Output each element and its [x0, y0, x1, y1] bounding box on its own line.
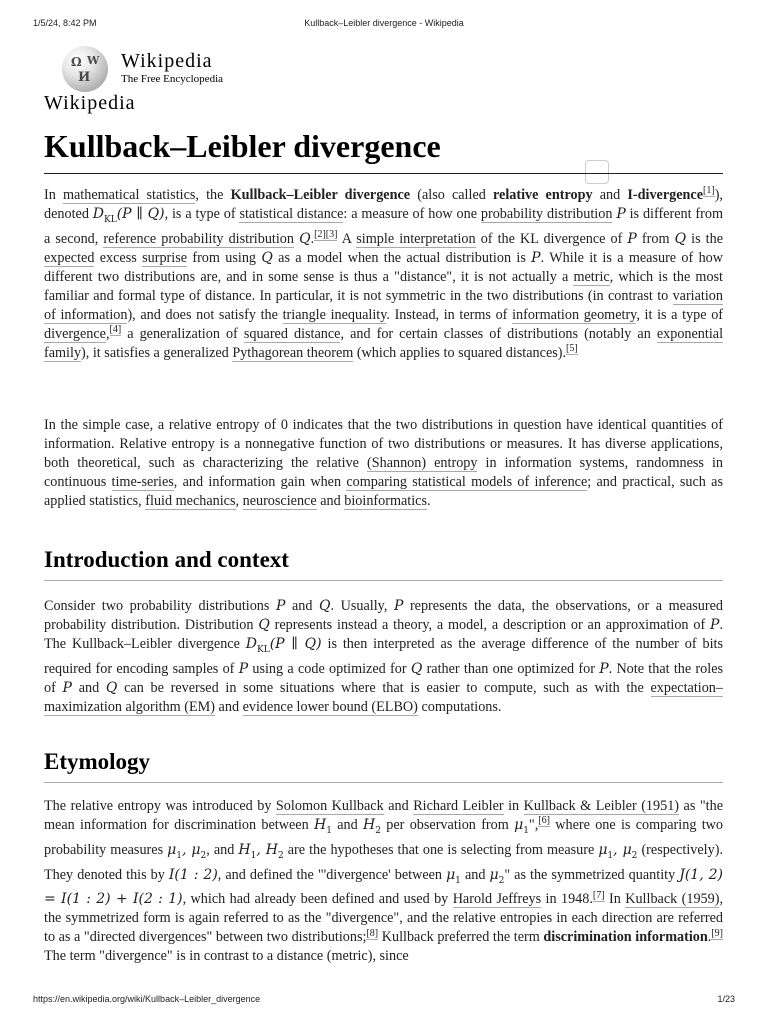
section-divider	[44, 782, 723, 783]
math-formula: P	[599, 660, 609, 677]
logo-wordmark-secondary: Wikipedia	[44, 92, 136, 114]
print-page-number: 1/23	[717, 994, 735, 1004]
article-link[interactable]: divergence	[44, 325, 106, 342]
math-formula: Q	[299, 230, 311, 247]
section-heading-etymology: Etymology	[44, 749, 151, 774]
title-action-box[interactable]	[585, 160, 609, 184]
wikipedia-logo[interactable]	[62, 46, 262, 94]
page-title: Kullback–Leibler divergence	[44, 128, 441, 164]
math-formula: $\mu_1$, $\mu_2$	[167, 841, 207, 861]
math-formula: Q	[674, 230, 687, 247]
article-link[interactable]: reference probability distribution	[103, 230, 294, 247]
math-formula: P	[275, 598, 286, 614]
citation-link[interactable]: [7]	[592, 889, 605, 901]
math-formula: J(1, 2) = I(1 : 2) + I(2 : 1)	[44, 866, 723, 908]
print-page-title: Kullback–Leibler divergence - Wikipedia	[304, 18, 464, 28]
etymology-paragraph: The relative entropy was introduced by Solomon Kullback and Richard Leibler in Kullback & Leibler (1951) as "the mean information for discrimination between $H_1$ and $H_2$ per observation from $\mu_1",[6]$ where one is comparing two probability measures $\mu_1$, $\mu_2$, and $H_1$, $H_2$ are the hypotheses that one is selecting from measure $\mu_1$, $\mu_2$ (respectively). They denoted this by I(1 : 2), and defined the "'divergence' between $\mu_1$ and $\mu_2$" as the symmetrized quantity J(1, 2) = I(1 : 2) + I(2 : 1), which had already been defined and used by Harold Jeffreys in 1948.[7] In Kullback (1959), the symmetrized form is again referred to as the "divergence", and the relative entropies in each direction are referred to as a "directed divergences" between two distributions;[8] Kullback preferred the term discrimination information.[9] The term "divergence" is in contrast to a distance (metric), since	[44, 798, 723, 965]
bold-term: I-divergence	[627, 187, 704, 203]
citation-link[interactable]: [6]	[538, 815, 550, 827]
print-footer	[0, 994, 768, 1008]
math-formula: $H_2$	[363, 817, 381, 836]
math-formula: P	[238, 660, 249, 677]
math-formula: P	[627, 230, 637, 247]
article-link[interactable]: Kullback & Leibler (1951)	[523, 798, 680, 814]
math-formula: P	[393, 598, 404, 614]
bold-term: discrimination information	[543, 929, 708, 946]
article-link[interactable]: neuroscience	[242, 493, 317, 509]
wikipedia-globe-icon: Ω W И	[62, 46, 108, 92]
article-link[interactable]: variation of information	[44, 287, 723, 323]
math-formula: P	[710, 617, 720, 633]
article-link[interactable]: bioinformatics	[344, 493, 427, 509]
intro-paragraph-1: In mathematical statistics, the Kullback–Leibler divergence (also called relative entropy and I-divergence[1]), denoted $D_{KL}(P$ ∥ Q), is a type of statistical distance: a measure of how one probability distribution P is different from a second, reference probability distribution Q.[2][3] A simple interpretation of the KL divergence of P from Q is the expected excess surprise from using Q as a model when the actual distribution is P. While it is a measure of how different two distributions are, and in some sense is thus a "distance", it is not actually a metric, which is the most familiar and formal type of distance. In particular, it is not symmetric in the two distributions (in contrast to variation of information), and does not satisfy the triangle inequality. Instead, in terms of information geometry, it is a type of divergence,[4] a generalization of squared distance, and for certain classes of distributions (notably an exponential family), it satisfies a generalized Pythagorean theorem (which applies to squared distances).[5]	[44, 185, 724, 361]
logo-tagline: The Free Encyclopedia	[121, 73, 224, 85]
math-formula: P	[62, 679, 72, 696]
article-link[interactable]: fluid mechanics	[145, 493, 236, 509]
article-link[interactable]: expectation–maximization algorithm (EM)	[44, 679, 723, 715]
math-formula: $\mu_1$	[514, 817, 529, 836]
math-formula: $\mu_1$	[446, 866, 461, 886]
article-link[interactable]: squared distance	[243, 325, 341, 342]
article-link[interactable]: (Shannon) entropy	[366, 455, 478, 471]
intro-paragraph-2: In the simple case, a relative entropy of 0 indicates that the two distributions in question have identical quantities of information. Relative entropy is a nonnegative function of two distributions or measures. It has diverse applications, both theoretical, such as characterizing the relative (Shannon) entropy in information systems, randomness in continuous time-series, and information gain when comparing statistical models of inference; and practical, such as applied statistics, fluid mechanics, neuroscience and bioinformatics.	[44, 417, 724, 509]
section-heading-introduction: Introduction and context	[44, 547, 289, 572]
article-link[interactable]: time-series	[111, 474, 174, 490]
bold-term: relative entropy	[492, 187, 593, 203]
print-header	[0, 18, 768, 32]
title-divider	[44, 173, 723, 174]
article-link[interactable]: surprise	[142, 249, 188, 266]
math-formula: Q	[410, 660, 423, 677]
article-link[interactable]: Kullback (1959)	[625, 891, 720, 908]
article-link[interactable]: expected	[44, 249, 95, 266]
math-formula: Q	[258, 617, 270, 633]
math-formula: $H_1$, $H_2$	[238, 841, 284, 861]
math-formula: $H_1$	[313, 817, 332, 836]
article-link[interactable]: metric	[573, 268, 610, 285]
print-datetime: 1/5/24, 8:42 PM	[33, 18, 97, 28]
math-formula: Q	[105, 679, 118, 696]
math-formula: $\mu_1$, $\mu_2$	[598, 841, 638, 861]
article-link[interactable]: mathematical statistics	[62, 187, 196, 203]
article-link[interactable]: evidence lower bound (ELBO)	[242, 698, 418, 715]
math-formula: I(1 : 2)	[168, 866, 218, 883]
introduction-paragraph: Consider two probability distributions P and Q. Usually, P represents the data, the observations, or a measured probability distribution. Distribution Q represents instead a theory, a model, a description or an approximation of P. The Kullback–Leibler divergence $D_{KL}(P$ ∥ Q) is then interpreted as the average difference of the number of bits required for encoding samples of P using a code optimized for Q rather than one optimized for P. Note that the roles of P and Q can be reversed in some situations where that is easier to compute, such as with the expectation–maximization algorithm (EM) and evidence lower bound (ELBO) computations.	[44, 598, 724, 715]
article-link[interactable]: triangle inequality	[282, 306, 387, 323]
math-formula: $D_{KL}(P$ ∥ Q)	[245, 636, 322, 655]
citation-link[interactable]: [8]	[366, 927, 379, 939]
math-formula: Q	[319, 598, 331, 614]
math-formula: P	[531, 249, 541, 266]
citation-link[interactable]: [2][3]	[314, 229, 338, 241]
article-link[interactable]: Solomon Kullback	[275, 798, 384, 814]
article-link[interactable]: probability distribution	[480, 206, 613, 222]
article-link[interactable]: exponential family	[44, 325, 724, 361]
math-formula: P	[616, 206, 626, 222]
citation-link[interactable]: [4]	[109, 324, 122, 336]
bold-term: Kullback–Leibler divergence	[230, 187, 411, 203]
citation-link[interactable]: [1]	[703, 185, 715, 197]
article-link[interactable]: statistical distance	[239, 206, 344, 222]
section-divider	[44, 580, 723, 581]
article-link[interactable]: simple interpretation	[356, 230, 476, 247]
article-link[interactable]: Richard Leibler	[413, 798, 504, 814]
article-link[interactable]: comparing statistical models of inference	[346, 474, 588, 490]
print-url: https://en.wikipedia.org/wiki/Kullback–Leibler_divergence	[33, 994, 261, 1004]
math-formula: $D_{KL}(P$ ∥ Q)	[92, 206, 165, 225]
article-link[interactable]: Harold Jeffreys	[452, 891, 542, 908]
logo-wordmark: Wikipedia	[121, 50, 213, 72]
math-formula: $\mu_2$	[489, 866, 505, 886]
citation-link[interactable]: [9]	[711, 927, 723, 939]
article-link[interactable]: Pythagorean theorem	[232, 344, 354, 361]
math-formula: Q	[261, 249, 273, 266]
article-link[interactable]: information geometry	[512, 306, 637, 323]
citation-link[interactable]: [5]	[566, 343, 578, 355]
